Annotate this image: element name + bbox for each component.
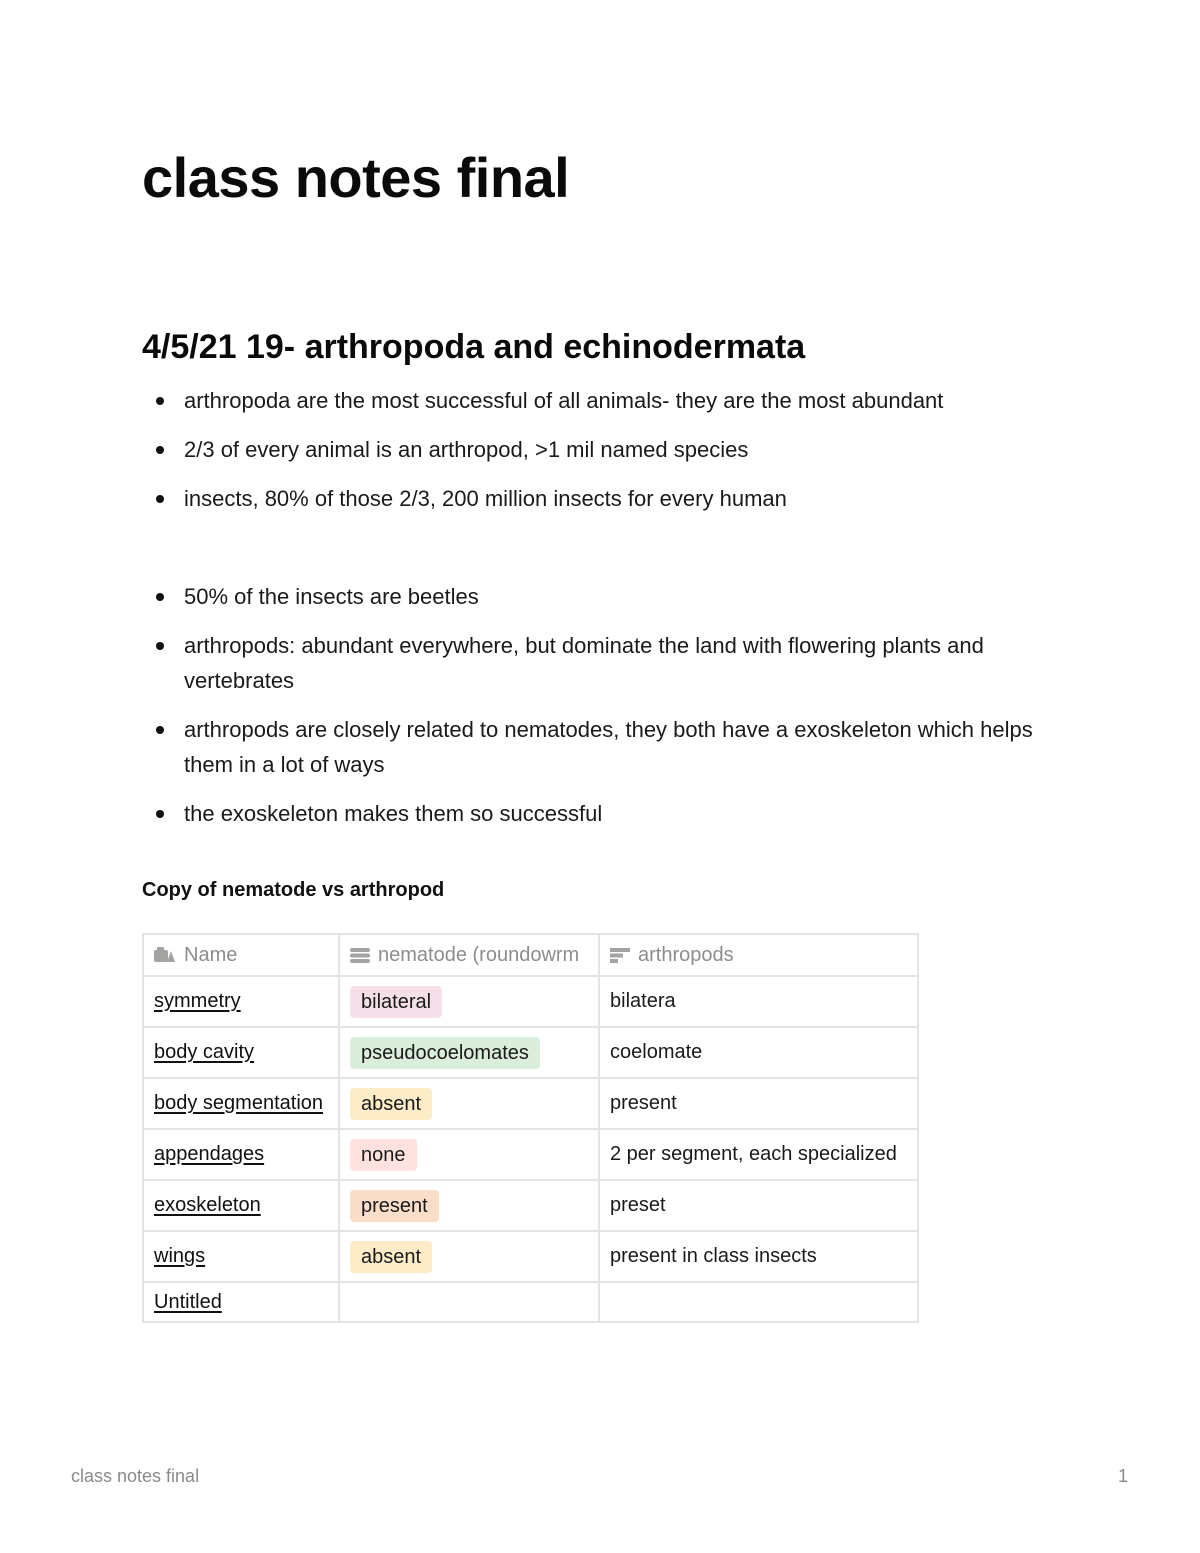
table-row[interactable] xyxy=(143,1078,918,1129)
cell-name[interactable] xyxy=(143,1078,339,1129)
bullet-item xyxy=(142,481,1062,516)
cell-text: 2 per segment, each specialized xyxy=(610,1143,897,1165)
column-header-label: Name xyxy=(184,943,238,966)
bullet-dot-icon xyxy=(156,495,164,503)
cell-nematode[interactable] xyxy=(339,1180,599,1231)
bullet-text: the exoskeleton makes them so successful xyxy=(184,801,603,826)
table-row[interactable] xyxy=(143,1231,918,1282)
row-name-link[interactable]: appendages xyxy=(154,1143,265,1165)
select-tag: none xyxy=(350,1139,417,1171)
select-tag: absent xyxy=(350,1241,432,1273)
row-name-link[interactable]: body cavity xyxy=(154,1041,255,1063)
cell-text: present xyxy=(610,1092,677,1114)
cell-name[interactable] xyxy=(143,1282,339,1322)
bullet-dot-icon xyxy=(156,397,164,405)
bullet-list-1 xyxy=(142,383,1062,530)
row-name-link[interactable]: body segmentation xyxy=(154,1092,324,1114)
column-header-name[interactable] xyxy=(143,934,339,976)
cell-nematode[interactable] xyxy=(339,1282,599,1322)
bullet-item xyxy=(142,432,1062,467)
cell-arthropods[interactable] xyxy=(599,1129,918,1180)
cell-arthropods[interactable] xyxy=(599,1282,918,1322)
footer-title: class notes final xyxy=(71,1466,200,1486)
select-tag: bilateral xyxy=(350,986,442,1018)
bullet-text: 50% of the insects are beetles xyxy=(184,584,479,609)
bullet-text: arthropoda are the most successful of all animals- they are the most abundant xyxy=(184,388,944,413)
table-header-row xyxy=(143,934,918,976)
column-header-arthropods[interactable] xyxy=(599,934,918,976)
comparison-table xyxy=(142,933,919,1323)
cell-arthropods[interactable] xyxy=(599,1027,918,1078)
table-row[interactable] xyxy=(143,1027,918,1078)
row-name-link[interactable]: wings xyxy=(154,1245,206,1267)
bullet-dot-icon xyxy=(156,642,164,650)
select-tag: present xyxy=(350,1190,439,1222)
cell-name[interactable] xyxy=(143,976,339,1027)
column-header-label: nematode (roundowrm xyxy=(378,943,580,966)
column-header-nematode[interactable] xyxy=(339,934,599,976)
cell-text: bilatera xyxy=(610,990,676,1012)
bullet-list-2 xyxy=(142,579,1062,845)
cell-text: present in class insects xyxy=(610,1245,817,1267)
bullet-dot-icon xyxy=(156,593,164,601)
bullet-text: arthropods: abundant everywhere, but dominate the land with flowering plants and vertebrates xyxy=(184,633,984,693)
cell-text: coelomate xyxy=(610,1041,703,1063)
table-row[interactable] xyxy=(143,1282,918,1322)
table-row[interactable] xyxy=(143,976,918,1027)
bullet-text: 2/3 of every animal is an arthropod, >1 mil named species xyxy=(184,437,749,462)
select-tag: pseudocoelomates xyxy=(350,1037,540,1069)
row-name-link[interactable]: Untitled xyxy=(154,1290,222,1313)
cell-nematode[interactable] xyxy=(339,1129,599,1180)
cell-nematode[interactable] xyxy=(339,1078,599,1129)
column-header-label: arthropods xyxy=(638,943,734,966)
section-heading: 4/5/21 19- arthropoda and echinodermata xyxy=(142,328,806,366)
cell-name[interactable] xyxy=(143,1180,339,1231)
cell-arthropods[interactable] xyxy=(599,1231,918,1282)
bullet-text: arthropods are closely related to nematodes, they both have a exoskeleton which helps them in a lot of ways xyxy=(184,717,1033,777)
cell-name[interactable] xyxy=(143,1129,339,1180)
title-icon xyxy=(154,947,176,963)
bullet-item xyxy=(142,628,1062,698)
page-number: 1 xyxy=(1117,1466,1128,1486)
page-title: class notes final xyxy=(142,146,570,209)
table-body xyxy=(143,976,918,1322)
bullet-dot-icon xyxy=(156,810,164,818)
cell-arthropods[interactable] xyxy=(599,976,918,1027)
cell-text: preset xyxy=(610,1194,666,1216)
select-tag: absent xyxy=(350,1088,432,1120)
cell-name[interactable] xyxy=(143,1027,339,1078)
row-name-link[interactable]: symmetry xyxy=(154,990,241,1012)
bullet-dot-icon xyxy=(156,446,164,454)
bullet-item xyxy=(142,579,1062,614)
table-row[interactable] xyxy=(143,1129,918,1180)
cell-nematode[interactable] xyxy=(339,976,599,1027)
multi-select-icon xyxy=(350,947,370,963)
table-row[interactable] xyxy=(143,1180,918,1231)
bullet-dot-icon xyxy=(156,726,164,734)
bullet-item xyxy=(142,712,1062,782)
cell-nematode[interactable] xyxy=(339,1027,599,1078)
bullet-item xyxy=(142,383,1062,418)
cell-name[interactable] xyxy=(143,1231,339,1282)
bullet-item xyxy=(142,796,1062,831)
cell-nematode[interactable] xyxy=(339,1231,599,1282)
cell-arthropods[interactable] xyxy=(599,1078,918,1129)
cell-arthropods[interactable] xyxy=(599,1180,918,1231)
text-icon xyxy=(610,947,630,963)
table-caption[interactable]: Copy of nematode vs arthropod xyxy=(142,879,445,901)
bullet-text: insects, 80% of those 2/3, 200 million insects for every human xyxy=(184,486,787,511)
row-name-link[interactable]: exoskeleton xyxy=(154,1194,261,1216)
